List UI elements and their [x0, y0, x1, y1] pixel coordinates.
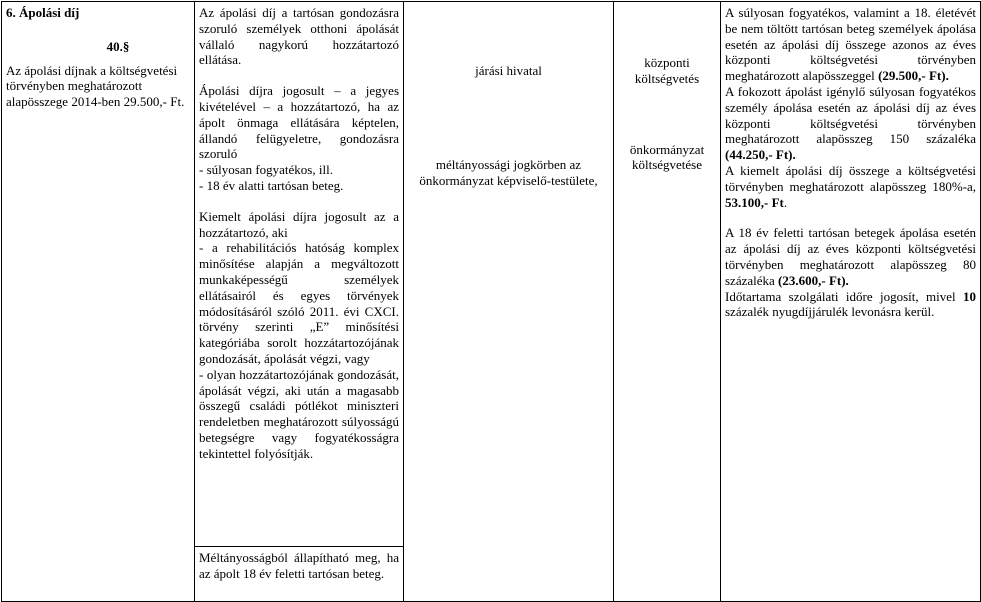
amount-value: 53.100,- Ft [725, 194, 784, 210]
amount-cell [721, 2, 981, 602]
benefit-name-cell [2, 2, 195, 602]
discretionary-text: Méltányosságból állapítható meg, ha az ápolt 18 év feletti tartósan beteg. [199, 550, 399, 581]
authority-primary: járási hivatal [475, 63, 542, 78]
amount-text: A súlyosan fogyatékos, valamint a 18. életévét be nem töltött tartósan beteg személyek ápolása esetén az ápolási díj összege azonos az éves központi költségvetési törvényben meghatározott alapösszeggel [725, 5, 976, 84]
section-title: 6. Ápolási díj [6, 5, 80, 20]
amount-paragraph [725, 163, 976, 210]
amount-paragraph [725, 289, 976, 321]
table-row [2, 2, 981, 547]
intro-text: Az ápolási díj a tartósan gondozásra szoruló személyek otthoni ápolását vállaló nagykorú hozzátartozó ellátása. [199, 5, 399, 68]
amount-text: Időtartama szolgálati időre jogosít, mivel [725, 288, 956, 304]
eligibility-item: - súlyosan fogyatékos, ill. [199, 162, 333, 178]
amount-value: (29.500,- Ft). [878, 68, 949, 84]
base-amount-text: Az ápolási díjnak a költségvetési törvényben meghatározott alapösszege 2014-ben 29.500,- Ft. [6, 62, 185, 110]
amount-text: A fokozott ápolást igénylő súlyosan fogyatékos személy ápolása esetén az ápolási díj az éves központi költségvetési törvényben meghatározott alapösszeg 150 százaléka [725, 83, 976, 147]
amount-text: A kiemelt ápolási díj összege a költségvetési törvényben meghatározott alapösszeg 180%-a, [725, 162, 976, 194]
priority-item: - a rehabilitációs hatóság komplex minősítése alapján a megváltozott munkaképességű személyek ellátásairól és egyes törvények módosításáról szóló 2011. évi CXCI. törvény szerinti „E” minősítési kategóriába sorolt hozzátartozójának gondozását, ápolását végzi, vagy [199, 240, 399, 366]
funding-cell [614, 2, 721, 602]
amount-text: A 18 év feletti tartósan betegek ápolása esetén az ápolási díj az éves központi költségvetési törvényben meghatározott alapösszeg 80 százaléka [725, 225, 976, 288]
benefits-table [1, 1, 981, 602]
authority-secondary: méltányossági jogkörben az önkormányzat képviselő-testülete, [419, 156, 598, 188]
eligibility-text: Ápolási díjra jogosult – a jegyes kivételével – a hozzátartozó, ha az ápolt önmaga ellátására képtelen, állandó felügyeletre, gondozásra szoruló [199, 83, 399, 162]
paragraph-number: 40.§ [106, 38, 130, 54]
amount-paragraph [725, 225, 976, 288]
authority-cell [404, 2, 614, 602]
amount-text: . [783, 194, 788, 210]
amount-paragraph [725, 84, 976, 163]
funding-primary: központi költségvetés [634, 55, 700, 86]
eligibility-item: - 18 év alatti tartósan beteg. [199, 177, 344, 193]
amount-value: 10 [963, 288, 976, 304]
eligibility-cell [195, 2, 404, 547]
priority-item: - olyan hozzátartozójának gondozását, ápolását végzi, aki után a magasabb összegű családi pótlékot miniszteri rendeletben meghatározott súlyosságú betegségre vagy fogyatékosságra tekintettel folyósítják. [199, 366, 399, 461]
amount-text: százalék nyugdíjjárulék levonásra kerül. [725, 304, 935, 320]
amount-value: (23.600,- Ft). [778, 272, 849, 288]
amount-paragraph [725, 5, 976, 84]
funding-secondary: önkormányzat költségvetése [629, 141, 705, 173]
priority-intro: Kiemelt ápolási díjra jogosult az a hozzátartozó, aki [199, 208, 399, 240]
discretionary-cell [195, 547, 404, 602]
amount-value: (44.250,- Ft). [725, 147, 796, 163]
